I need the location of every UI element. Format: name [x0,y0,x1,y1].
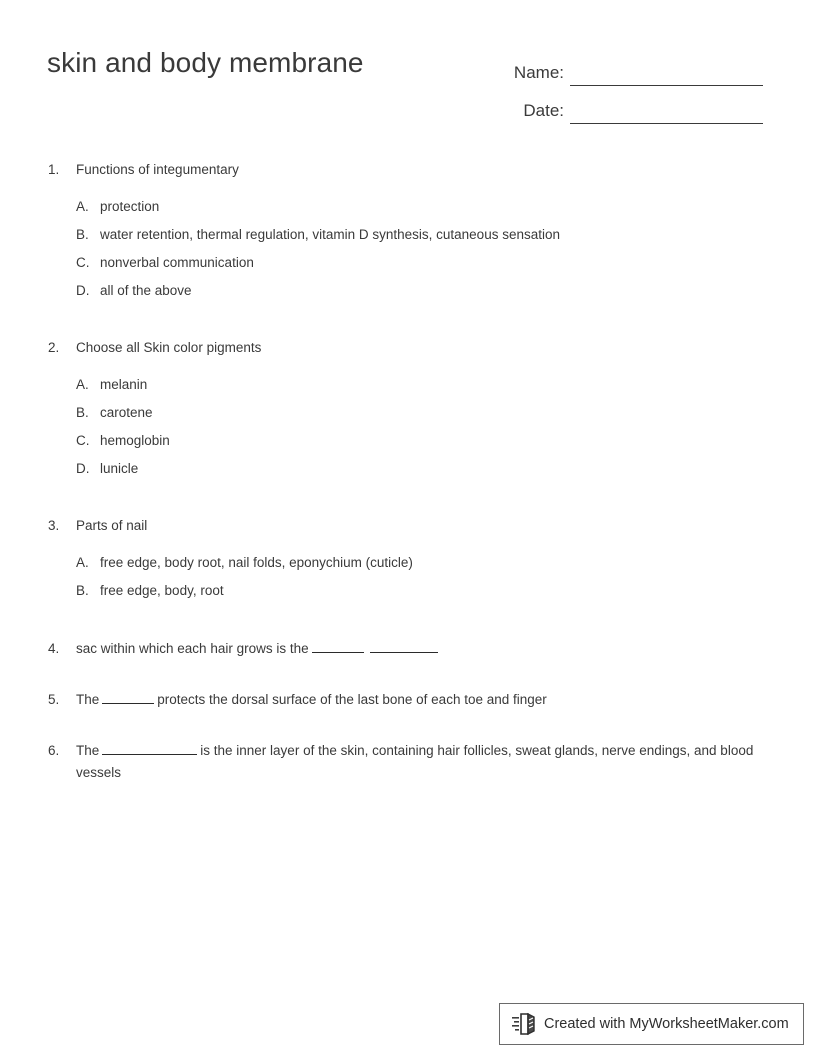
question-text-after: protects the dorsal surface of the last bone of each toe and finger [157,692,547,707]
question-number: 5. [48,692,60,707]
option-text: free edge, body, root [100,583,224,598]
option-letter: B. [76,405,89,420]
question-spacer [0,487,816,516]
worksheet-header [0,0,816,130]
question-heading [48,740,756,784]
question-item [0,516,816,600]
option-item[interactable] [76,553,756,572]
option-item[interactable] [76,581,756,600]
question-item [0,160,816,300]
question-text-after: is the inner layer of the skin, containing hair follicles, sweat glands, nerve endings, and blood vessels [76,743,754,780]
option-letter: D. [76,283,90,298]
badge-label: Created with MyWorksheetMaker.com [544,1016,789,1032]
option-text: all of the above [100,283,192,298]
option-text: lunicle [100,461,139,476]
option-text: melanin [100,377,148,392]
question-heading [48,160,756,179]
date-input-line[interactable] [570,103,763,124]
question-options [48,375,756,478]
questions-list [0,160,816,784]
option-letter: A. [76,377,89,392]
option-text: free edge, body root, nail folds, eponychium (cuticle) [100,555,413,570]
question-text-before: The [76,743,100,758]
student-meta-fields [470,48,770,124]
question-spacer [0,309,816,338]
option-item[interactable] [76,431,756,450]
question-text: Functions of integumentary [76,162,239,177]
question-number: 3. [48,518,60,533]
question-number: 1. [48,162,60,177]
option-item[interactable] [76,375,756,394]
option-letter: C. [76,255,90,270]
option-letter: C. [76,433,90,448]
question-number: 2. [48,340,60,355]
option-text: carotene [100,405,153,420]
option-text: hemoglobin [100,433,170,448]
question-text-before: The [76,692,100,707]
date-label: Date: [523,101,564,120]
question-heading [48,516,756,535]
question-heading [48,638,756,660]
created-with-badge[interactable] [499,1003,804,1045]
option-text: water retention, thermal regulation, vitamin D synthesis, cutaneous sensation [100,227,560,242]
name-input-line[interactable] [570,65,763,86]
option-item[interactable] [76,459,756,478]
question-number: 4. [48,641,60,656]
question-item [0,638,816,660]
date-field-row [470,86,770,124]
question-options [48,197,756,300]
question-text: Parts of nail [76,518,148,533]
question-options [48,553,756,600]
answer-blank[interactable] [102,743,197,755]
option-item[interactable] [76,225,756,244]
question-text: sac within which each hair grows is the [76,641,309,656]
option-letter: A. [76,199,89,214]
question-text: Choose all Skin color pigments [76,340,262,355]
option-letter: B. [76,227,89,242]
answer-blank[interactable] [102,692,154,704]
page-title: skin and body membrane [47,47,364,78]
question-item [0,740,816,784]
option-letter: D. [76,461,90,476]
answer-blank[interactable] [312,641,364,653]
question-number: 6. [48,743,60,758]
answer-blank[interactable] [370,641,438,653]
option-text: nonverbal communication [100,255,254,270]
option-item[interactable] [76,281,756,300]
question-item [0,689,816,711]
worksheet-maker-logo-icon [512,1012,538,1036]
question-heading [48,338,756,357]
question-spacer [0,660,816,689]
option-item[interactable] [76,253,756,272]
name-field-row [470,48,770,86]
question-heading [48,689,756,711]
option-item[interactable] [76,403,756,422]
option-letter: B. [76,583,89,598]
question-spacer [0,711,816,740]
question-spacer [0,609,816,638]
option-text: protection [100,199,160,214]
question-item [0,338,816,478]
option-letter: A. [76,555,89,570]
option-item[interactable] [76,197,756,216]
name-label: Name: [513,63,564,82]
